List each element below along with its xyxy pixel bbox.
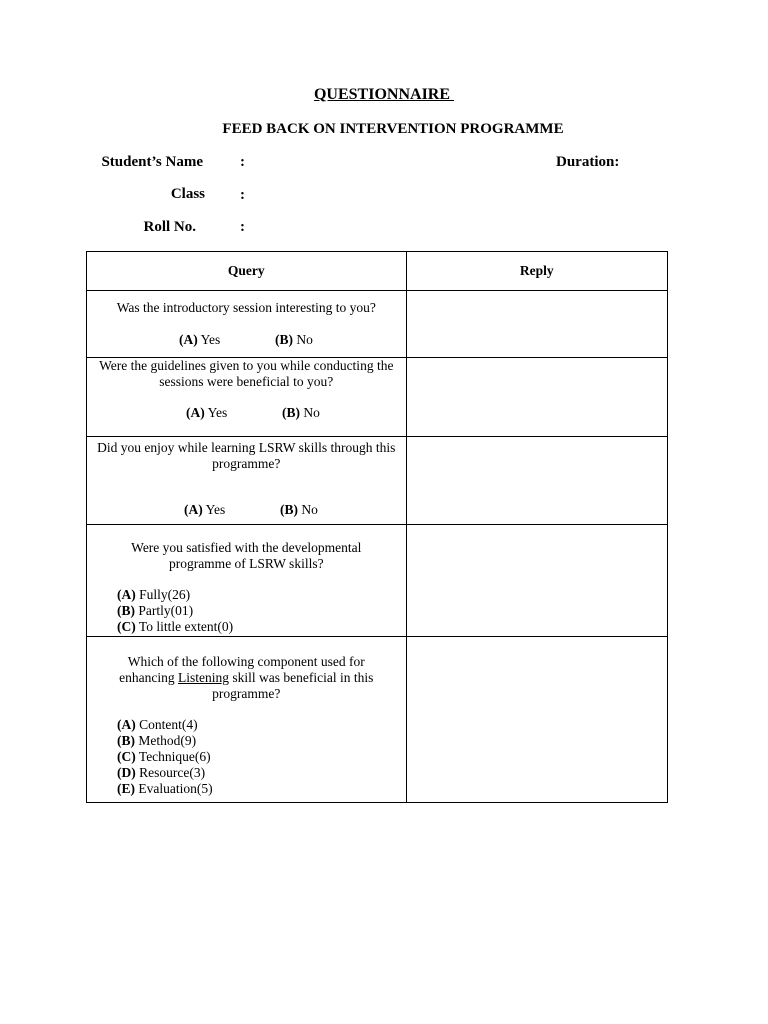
query-cell bbox=[87, 358, 407, 437]
class-label: Class bbox=[170, 186, 205, 202]
option-b: (B) No bbox=[282, 405, 320, 420]
reply-header: Reply bbox=[406, 252, 667, 291]
answer-options bbox=[87, 587, 406, 635]
question-text: Which of the following component used for enhancing Listening skill was beneficial in this programme? bbox=[119, 654, 374, 701]
query-cell bbox=[87, 291, 407, 358]
table-row bbox=[87, 291, 668, 358]
reply-cell[interactable] bbox=[406, 437, 667, 525]
student-name-colon: : bbox=[240, 154, 245, 170]
answer-options bbox=[87, 502, 406, 518]
table-row bbox=[87, 437, 668, 525]
answer-options bbox=[87, 717, 406, 797]
question-text: Were the guidelines given to you while conducting the sessions were beneficial to you? bbox=[99, 358, 394, 389]
questionnaire-table bbox=[86, 251, 668, 803]
page-title: QUESTIONNAIRE bbox=[313, 86, 455, 103]
option-a: (A) Yes bbox=[184, 502, 226, 517]
option-d: (D) Resource(3) bbox=[117, 765, 206, 780]
query-cell bbox=[87, 525, 407, 637]
question-text: Were you satisfied with the developmental programme of LSRW skills? bbox=[131, 540, 362, 571]
roll-no-label: Roll No. bbox=[143, 219, 196, 235]
table-row bbox=[87, 358, 668, 437]
table-row bbox=[87, 637, 668, 803]
answer-options bbox=[87, 332, 406, 348]
question-text: Was the introductory session interesting to you? bbox=[116, 300, 376, 315]
option-c: (C) To little extent(0) bbox=[117, 619, 234, 634]
option-a: (A) Yes bbox=[179, 332, 221, 347]
student-name-label: Student’s Name bbox=[101, 154, 203, 170]
listening-underlined: Listening bbox=[178, 670, 230, 685]
answer-options bbox=[87, 405, 406, 421]
table-header-row bbox=[87, 252, 668, 291]
option-e: (E) Evaluation(5) bbox=[117, 781, 213, 796]
page-subtitle: FEED BACK ON INTERVENTION PROGRAMME bbox=[222, 121, 564, 137]
reply-cell[interactable] bbox=[406, 525, 667, 637]
reply-cell[interactable] bbox=[406, 358, 667, 437]
roll-no-colon: : bbox=[240, 219, 245, 235]
option-b: (B) No bbox=[280, 502, 318, 517]
question-text: Did you enjoy while learning LSRW skills through this programme? bbox=[97, 440, 396, 471]
option-b: (B) No bbox=[275, 332, 313, 347]
option-a: (A) Yes bbox=[186, 405, 228, 420]
option-a: (A) Content(4) bbox=[117, 717, 198, 732]
query-header: Query bbox=[87, 252, 407, 291]
reply-cell[interactable] bbox=[406, 637, 667, 803]
query-cell bbox=[87, 637, 407, 803]
option-a: (A) Fully(26) bbox=[117, 587, 191, 602]
option-b: (B) Method(9) bbox=[117, 733, 197, 748]
table-row bbox=[87, 525, 668, 637]
class-colon: : bbox=[240, 187, 245, 203]
option-b: (B) Partly(01) bbox=[117, 603, 194, 618]
query-cell bbox=[87, 437, 407, 525]
reply-cell[interactable] bbox=[406, 291, 667, 358]
option-c: (C) Technique(6) bbox=[117, 749, 211, 764]
duration-label: Duration: bbox=[556, 154, 620, 170]
